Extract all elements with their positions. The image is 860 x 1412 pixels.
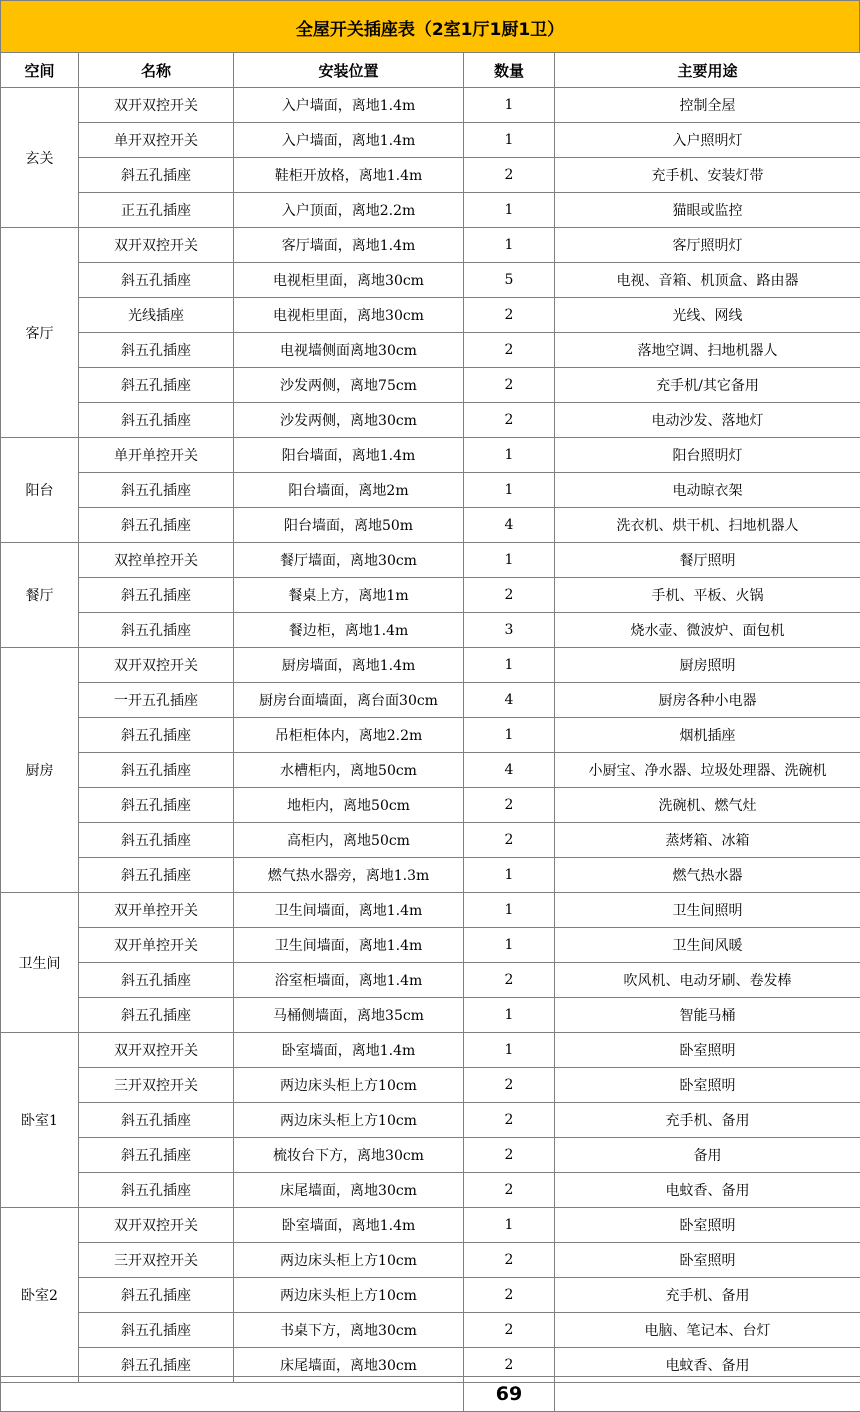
table-title: 全屋开关插座表（2室1厅1厨1卫） [1, 1, 860, 54]
use-cell: 备用 [555, 1138, 860, 1173]
use-cell: 阳台照明灯 [555, 438, 860, 473]
table-row [1, 928, 860, 963]
quantity-cell: 4 [464, 508, 555, 543]
quantity-cell: 1 [464, 648, 555, 683]
use-cell: 烧水壶、微波炉、面包机 [555, 613, 860, 648]
use-cell: 电蚊香、备用 [555, 1173, 860, 1208]
quantity-cell: 2 [464, 1103, 555, 1138]
item-name-cell: 三开双控开关 [79, 1068, 234, 1103]
item-name-cell: 斜五孔插座 [79, 1278, 234, 1313]
table-row [1, 1103, 860, 1138]
table-row [1, 963, 860, 998]
quantity-cell: 1 [464, 123, 555, 158]
use-cell: 电视、音箱、机顶盒、路由器 [555, 263, 860, 298]
use-cell: 电脑、笔记本、台灯 [555, 1313, 860, 1348]
location-cell: 入户墙面，离地1.4m [234, 123, 464, 158]
location-cell: 入户顶面，离地2.2m [234, 193, 464, 228]
item-name-cell: 单开双控开关 [79, 123, 234, 158]
location-cell: 餐边柜，离地1.4m [234, 613, 464, 648]
table-row [1, 1138, 860, 1173]
table-row [1, 333, 860, 368]
item-name-cell: 双控单控开关 [79, 543, 234, 578]
location-cell: 电视柜里面，离地30cm [234, 298, 464, 333]
item-name-cell: 双开双控开关 [79, 1033, 234, 1068]
item-name-cell: 斜五孔插座 [79, 158, 234, 193]
footer-row [0, 1376, 860, 1412]
use-cell: 客厅照明灯 [555, 228, 860, 263]
table-row [1, 1243, 860, 1278]
quantity-cell: 4 [464, 753, 555, 788]
use-cell: 卧室照明 [555, 1243, 860, 1278]
space-cell: 阳台 [1, 438, 79, 543]
use-cell: 充手机、备用 [555, 1278, 860, 1313]
item-name-cell: 斜五孔插座 [79, 718, 234, 753]
quantity-cell: 2 [464, 963, 555, 998]
use-cell: 充手机、安装灯带 [555, 158, 860, 193]
table-row [1, 123, 860, 158]
item-name-cell: 双开双控开关 [79, 1208, 234, 1243]
location-cell: 卫生间墙面，离地1.4m [234, 893, 464, 928]
quantity-cell: 1 [464, 543, 555, 578]
quantity-cell: 2 [464, 788, 555, 823]
location-cell: 两边床头柜上方10cm [234, 1278, 464, 1313]
location-cell: 入户墙面，离地1.4m [234, 88, 464, 123]
table-row [1, 718, 860, 753]
item-name-cell: 双开单控开关 [79, 928, 234, 963]
location-cell: 梳妆台下方，离地30cm [234, 1138, 464, 1173]
table-body [1, 88, 860, 1383]
quantity-cell: 1 [464, 1208, 555, 1243]
header-location: 安装位置 [234, 53, 464, 88]
use-cell: 手机、平板、火锅 [555, 578, 860, 613]
footer-blank-left [1, 1377, 464, 1412]
item-name-cell: 斜五孔插座 [79, 578, 234, 613]
header-quantity: 数量 [464, 53, 555, 88]
table-row [1, 1208, 860, 1243]
use-cell: 洗碗机、燃气灶 [555, 788, 860, 823]
item-name-cell: 双开双控开关 [79, 228, 234, 263]
use-cell: 燃气热水器 [555, 858, 860, 893]
location-cell: 地柜内，离地50cm [234, 788, 464, 823]
use-cell: 卧室照明 [555, 1033, 860, 1068]
location-cell: 电视墙侧面离地30cm [234, 333, 464, 368]
quantity-cell: 5 [464, 263, 555, 298]
location-cell: 鞋柜开放格，离地1.4m [234, 158, 464, 193]
table-row [1, 648, 860, 683]
location-cell: 卫生间墙面，离地1.4m [234, 928, 464, 963]
use-cell: 猫眼或监控 [555, 193, 860, 228]
use-cell: 蒸烤箱、冰箱 [555, 823, 860, 858]
item-name-cell: 斜五孔插座 [79, 823, 234, 858]
space-cell: 玄关 [1, 88, 79, 228]
item-name-cell: 斜五孔插座 [79, 613, 234, 648]
switch-socket-table [0, 52, 860, 1383]
table-row [1, 438, 860, 473]
use-cell: 卫生间风暖 [555, 928, 860, 963]
use-cell: 充手机/其它备用 [555, 368, 860, 403]
quantity-cell: 1 [464, 88, 555, 123]
use-cell: 控制全屋 [555, 88, 860, 123]
item-name-cell: 单开单控开关 [79, 438, 234, 473]
table-row [1, 578, 860, 613]
total-quantity: 69 [464, 1377, 555, 1412]
header-use: 主要用途 [555, 53, 860, 88]
quantity-cell: 2 [464, 1348, 555, 1383]
location-cell: 电视柜里面，离地30cm [234, 263, 464, 298]
table-row [1, 823, 860, 858]
space-cell: 卧室2 [1, 1208, 79, 1383]
location-cell: 沙发两侧，离地75cm [234, 368, 464, 403]
location-cell: 卧室墙面，离地1.4m [234, 1208, 464, 1243]
use-cell: 卫生间照明 [555, 893, 860, 928]
table-row [1, 893, 860, 928]
table-row [1, 543, 860, 578]
item-name-cell: 斜五孔插座 [79, 1138, 234, 1173]
item-name-cell: 正五孔插座 [79, 193, 234, 228]
use-cell: 小厨宝、净水器、垃圾处理器、洗碗机 [555, 753, 860, 788]
item-name-cell: 斜五孔插座 [79, 1103, 234, 1138]
header-name: 名称 [79, 53, 234, 88]
use-cell: 卧室照明 [555, 1068, 860, 1103]
quantity-cell: 2 [464, 823, 555, 858]
item-name-cell: 斜五孔插座 [79, 473, 234, 508]
location-cell: 两边床头柜上方10cm [234, 1103, 464, 1138]
table-row [1, 1068, 860, 1103]
quantity-cell: 1 [464, 473, 555, 508]
quantity-cell: 2 [464, 1068, 555, 1103]
quantity-cell: 2 [464, 1173, 555, 1208]
quantity-cell: 1 [464, 193, 555, 228]
use-cell: 卧室照明 [555, 1208, 860, 1243]
quantity-cell: 2 [464, 368, 555, 403]
location-cell: 厨房台面墙面，离台面30cm [234, 683, 464, 718]
quantity-cell: 2 [464, 298, 555, 333]
quantity-cell: 1 [464, 928, 555, 963]
table-row [1, 1033, 860, 1068]
location-cell: 客厅墙面，离地1.4m [234, 228, 464, 263]
item-name-cell: 斜五孔插座 [79, 858, 234, 893]
table-row [1, 193, 860, 228]
item-name-cell: 斜五孔插座 [79, 998, 234, 1033]
location-cell: 床尾墙面，离地30cm [234, 1348, 464, 1383]
table-row [1, 368, 860, 403]
item-name-cell: 斜五孔插座 [79, 1173, 234, 1208]
quantity-cell: 2 [464, 1243, 555, 1278]
quantity-cell: 1 [464, 1033, 555, 1068]
location-cell: 阳台墙面，离地50m [234, 508, 464, 543]
location-cell: 厨房墙面，离地1.4m [234, 648, 464, 683]
use-cell: 光线、网线 [555, 298, 860, 333]
table-row [1, 473, 860, 508]
space-cell: 厨房 [1, 648, 79, 893]
location-cell: 卧室墙面，离地1.4m [234, 1033, 464, 1068]
quantity-cell: 2 [464, 333, 555, 368]
item-name-cell: 斜五孔插座 [79, 1313, 234, 1348]
header-row [1, 53, 860, 88]
location-cell: 水槽柜内，离地50cm [234, 753, 464, 788]
use-cell: 电蚊香、备用 [555, 1348, 860, 1383]
item-name-cell: 斜五孔插座 [79, 333, 234, 368]
use-cell: 洗衣机、烘干机、扫地机器人 [555, 508, 860, 543]
table-row [1, 1313, 860, 1348]
location-cell: 浴室柜墙面，离地1.4m [234, 963, 464, 998]
use-cell: 落地空调、扫地机器人 [555, 333, 860, 368]
location-cell: 两边床头柜上方10cm [234, 1068, 464, 1103]
location-cell: 两边床头柜上方10cm [234, 1243, 464, 1278]
space-cell: 客厅 [1, 228, 79, 438]
quantity-cell: 2 [464, 578, 555, 613]
location-cell: 餐厅墙面，离地30cm [234, 543, 464, 578]
space-cell: 卫生间 [1, 893, 79, 1033]
use-cell: 电动晾衣架 [555, 473, 860, 508]
use-cell: 智能马桶 [555, 998, 860, 1033]
quantity-cell: 1 [464, 858, 555, 893]
item-name-cell: 斜五孔插座 [79, 403, 234, 438]
item-name-cell: 斜五孔插座 [79, 508, 234, 543]
item-name-cell: 斜五孔插座 [79, 1348, 234, 1383]
item-name-cell: 三开双控开关 [79, 1243, 234, 1278]
item-name-cell: 双开双控开关 [79, 648, 234, 683]
space-cell: 卧室1 [1, 1033, 79, 1208]
item-name-cell: 斜五孔插座 [79, 788, 234, 823]
item-name-cell: 光线插座 [79, 298, 234, 333]
location-cell: 沙发两侧，离地30cm [234, 403, 464, 438]
header-space: 空间 [1, 53, 79, 88]
quantity-cell: 1 [464, 893, 555, 928]
location-cell: 书桌下方，离地30cm [234, 1313, 464, 1348]
quantity-cell: 1 [464, 998, 555, 1033]
table-row [1, 998, 860, 1033]
table-row [1, 1278, 860, 1313]
quantity-cell: 1 [464, 718, 555, 753]
table-row [1, 613, 860, 648]
table-row [1, 858, 860, 893]
quantity-cell: 1 [464, 228, 555, 263]
location-cell: 床尾墙面，离地30cm [234, 1173, 464, 1208]
quantity-cell: 1 [464, 438, 555, 473]
location-cell: 燃气热水器旁，离地1.3m [234, 858, 464, 893]
use-cell: 厨房各种小电器 [555, 683, 860, 718]
table-row [1, 88, 860, 123]
use-cell: 厨房照明 [555, 648, 860, 683]
table-row [1, 753, 860, 788]
item-name-cell: 一开五孔插座 [79, 683, 234, 718]
use-cell: 电动沙发、落地灯 [555, 403, 860, 438]
location-cell: 餐桌上方，离地1m [234, 578, 464, 613]
use-cell: 充手机、备用 [555, 1103, 860, 1138]
use-cell: 烟机插座 [555, 718, 860, 753]
item-name-cell: 双开单控开关 [79, 893, 234, 928]
quantity-cell: 3 [464, 613, 555, 648]
use-cell: 入户照明灯 [555, 123, 860, 158]
location-cell: 阳台墙面，离地2m [234, 473, 464, 508]
item-name-cell: 斜五孔插座 [79, 263, 234, 298]
table-row [1, 1173, 860, 1208]
table-row [1, 298, 860, 333]
item-name-cell: 斜五孔插座 [79, 963, 234, 998]
item-name-cell: 斜五孔插座 [79, 368, 234, 403]
item-name-cell: 双开双控开关 [79, 88, 234, 123]
table-row [1, 683, 860, 718]
quantity-cell: 2 [464, 158, 555, 193]
table-row [1, 263, 860, 298]
quantity-cell: 4 [464, 683, 555, 718]
title-banner [0, 0, 860, 54]
table-row [1, 228, 860, 263]
table-row [1, 403, 860, 438]
footer-blank-right [555, 1377, 860, 1412]
item-name-cell: 斜五孔插座 [79, 753, 234, 788]
quantity-cell: 2 [464, 1278, 555, 1313]
location-cell: 马桶侧墙面，离地35cm [234, 998, 464, 1033]
quantity-cell: 2 [464, 1138, 555, 1173]
location-cell: 阳台墙面，离地1.4m [234, 438, 464, 473]
use-cell: 餐厅照明 [555, 543, 860, 578]
use-cell: 吹风机、电动牙刷、卷发棒 [555, 963, 860, 998]
space-cell: 餐厅 [1, 543, 79, 648]
table-row [1, 158, 860, 193]
quantity-cell: 2 [464, 1313, 555, 1348]
table-row [1, 508, 860, 543]
location-cell: 吊柜柜体内，离地2.2m [234, 718, 464, 753]
quantity-cell: 2 [464, 403, 555, 438]
location-cell: 高柜内，离地50cm [234, 823, 464, 858]
table-row [1, 788, 860, 823]
